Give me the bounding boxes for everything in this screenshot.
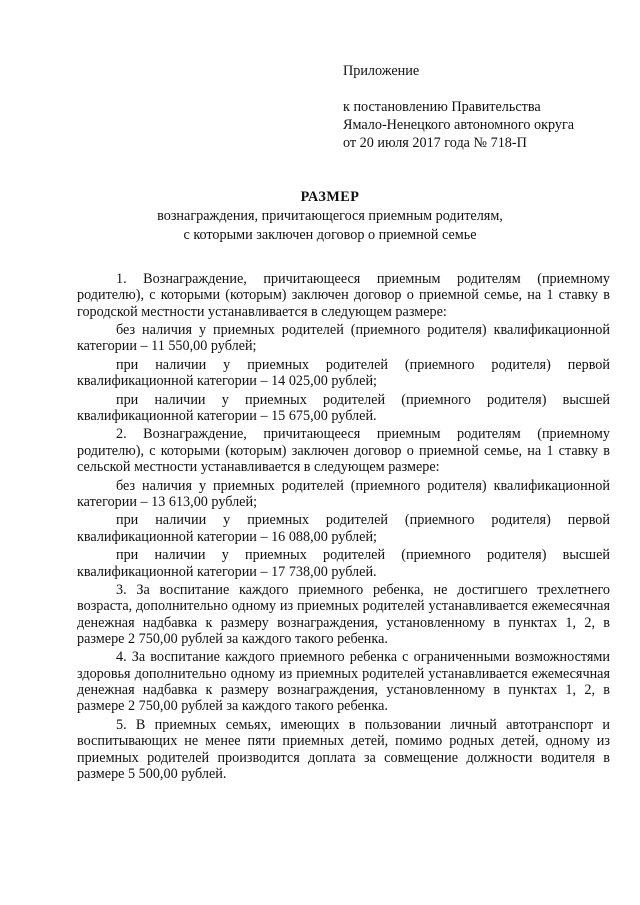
appendix-header [343,62,574,152]
paragraph-rural-highest-category: при наличии у приемных родителей (приемного родителя) высшей квалификационной категории – 17 738,00 рублей. [77,547,610,580]
document-body [77,271,610,784]
paragraph-urban-highest-category: при наличии у приемных родителей (приемного родителя) высшей квалификационной категории – 15 675,00 рублей. [77,391,610,425]
appendix-to: к постановлению Правительства [343,99,541,115]
document-subtitle-line-1: вознаграждения, причитающегося приемным родителям, [157,208,503,224]
appendix-org: Ямало-Ненецкого автономного округа [343,117,575,133]
appendix-date: от 20 июля 2017 года № 718-П [343,135,527,151]
paragraph-rural-no-category: без наличия у приемных родителей (приемного родителя) квалификационной категории – 13 613,00 рублей; [77,477,610,510]
paragraph-4-disabilities: 4. За воспитание каждого приемного ребенка с ограниченными возможностями здоровья дополнительно одному из приемных родителей устанавливается ежемесячная денежная надбавка к размеру вознаграждения, установленному в пунктах 1, 2, в размере 2 750,00 рублей за каждого такого ребенка. [77,649,610,715]
appendix-label: Приложение [343,63,420,79]
paragraph-urban-no-category: без наличия у приемных родителей (приемного родителя) квалификационной категории – 11 550,00 рублей; [77,322,610,355]
paragraph-rural-first-category: при наличии у приемных родителей (приемного родителя) первой квалификационной категории – 16 088,00 рублей; [77,512,610,545]
paragraph-2-rural: 2. Вознаграждение, причитающееся приемным родителям (приемному родителю), с которыми (которым) заключен договор о приемной семье, на 1 ставку в сельской местности устанавливается в следующем размере: [77,426,610,476]
document-title: РАЗМЕР [300,189,360,205]
document-subtitle-line-2: с которыми заключен договор о приемной семье [183,227,477,243]
paragraph-3-under-three: 3. За воспитание каждого приемного ребенка, не достигшего трехлетнего возраста, дополнительно одному из приемных родителей устанавливается ежемесячная денежная надбавка к размеру вознаграждения, установленному в пунктах 1, 2, в размере 2 750,00 рублей за каждого такого ребенка. [77,581,610,647]
appendix-gap [343,80,574,98]
paragraph-5-driver: 5. В приемных семьях, имеющих в пользовании личный автотранспорт и воспитывающих не менее пяти приемных детей, помимо родных детей, одному из приемных родителей производится доплата за совмещение должности водителя в размере 5 500,00 рублей. [77,716,610,782]
paragraph-1-urban: 1. Вознаграждение, причитающееся приемным родителям (приемному родителю), с которыми (которым) заключен договор о приемной семье, на 1 ставку в городской местности устанавливается в следующем размере: [77,271,610,320]
document-heading [60,188,600,245]
paragraph-urban-first-category: при наличии у приемных родителей (приемного родителя) первой квалификационной категории – 14 025,00 рублей; [77,356,610,390]
